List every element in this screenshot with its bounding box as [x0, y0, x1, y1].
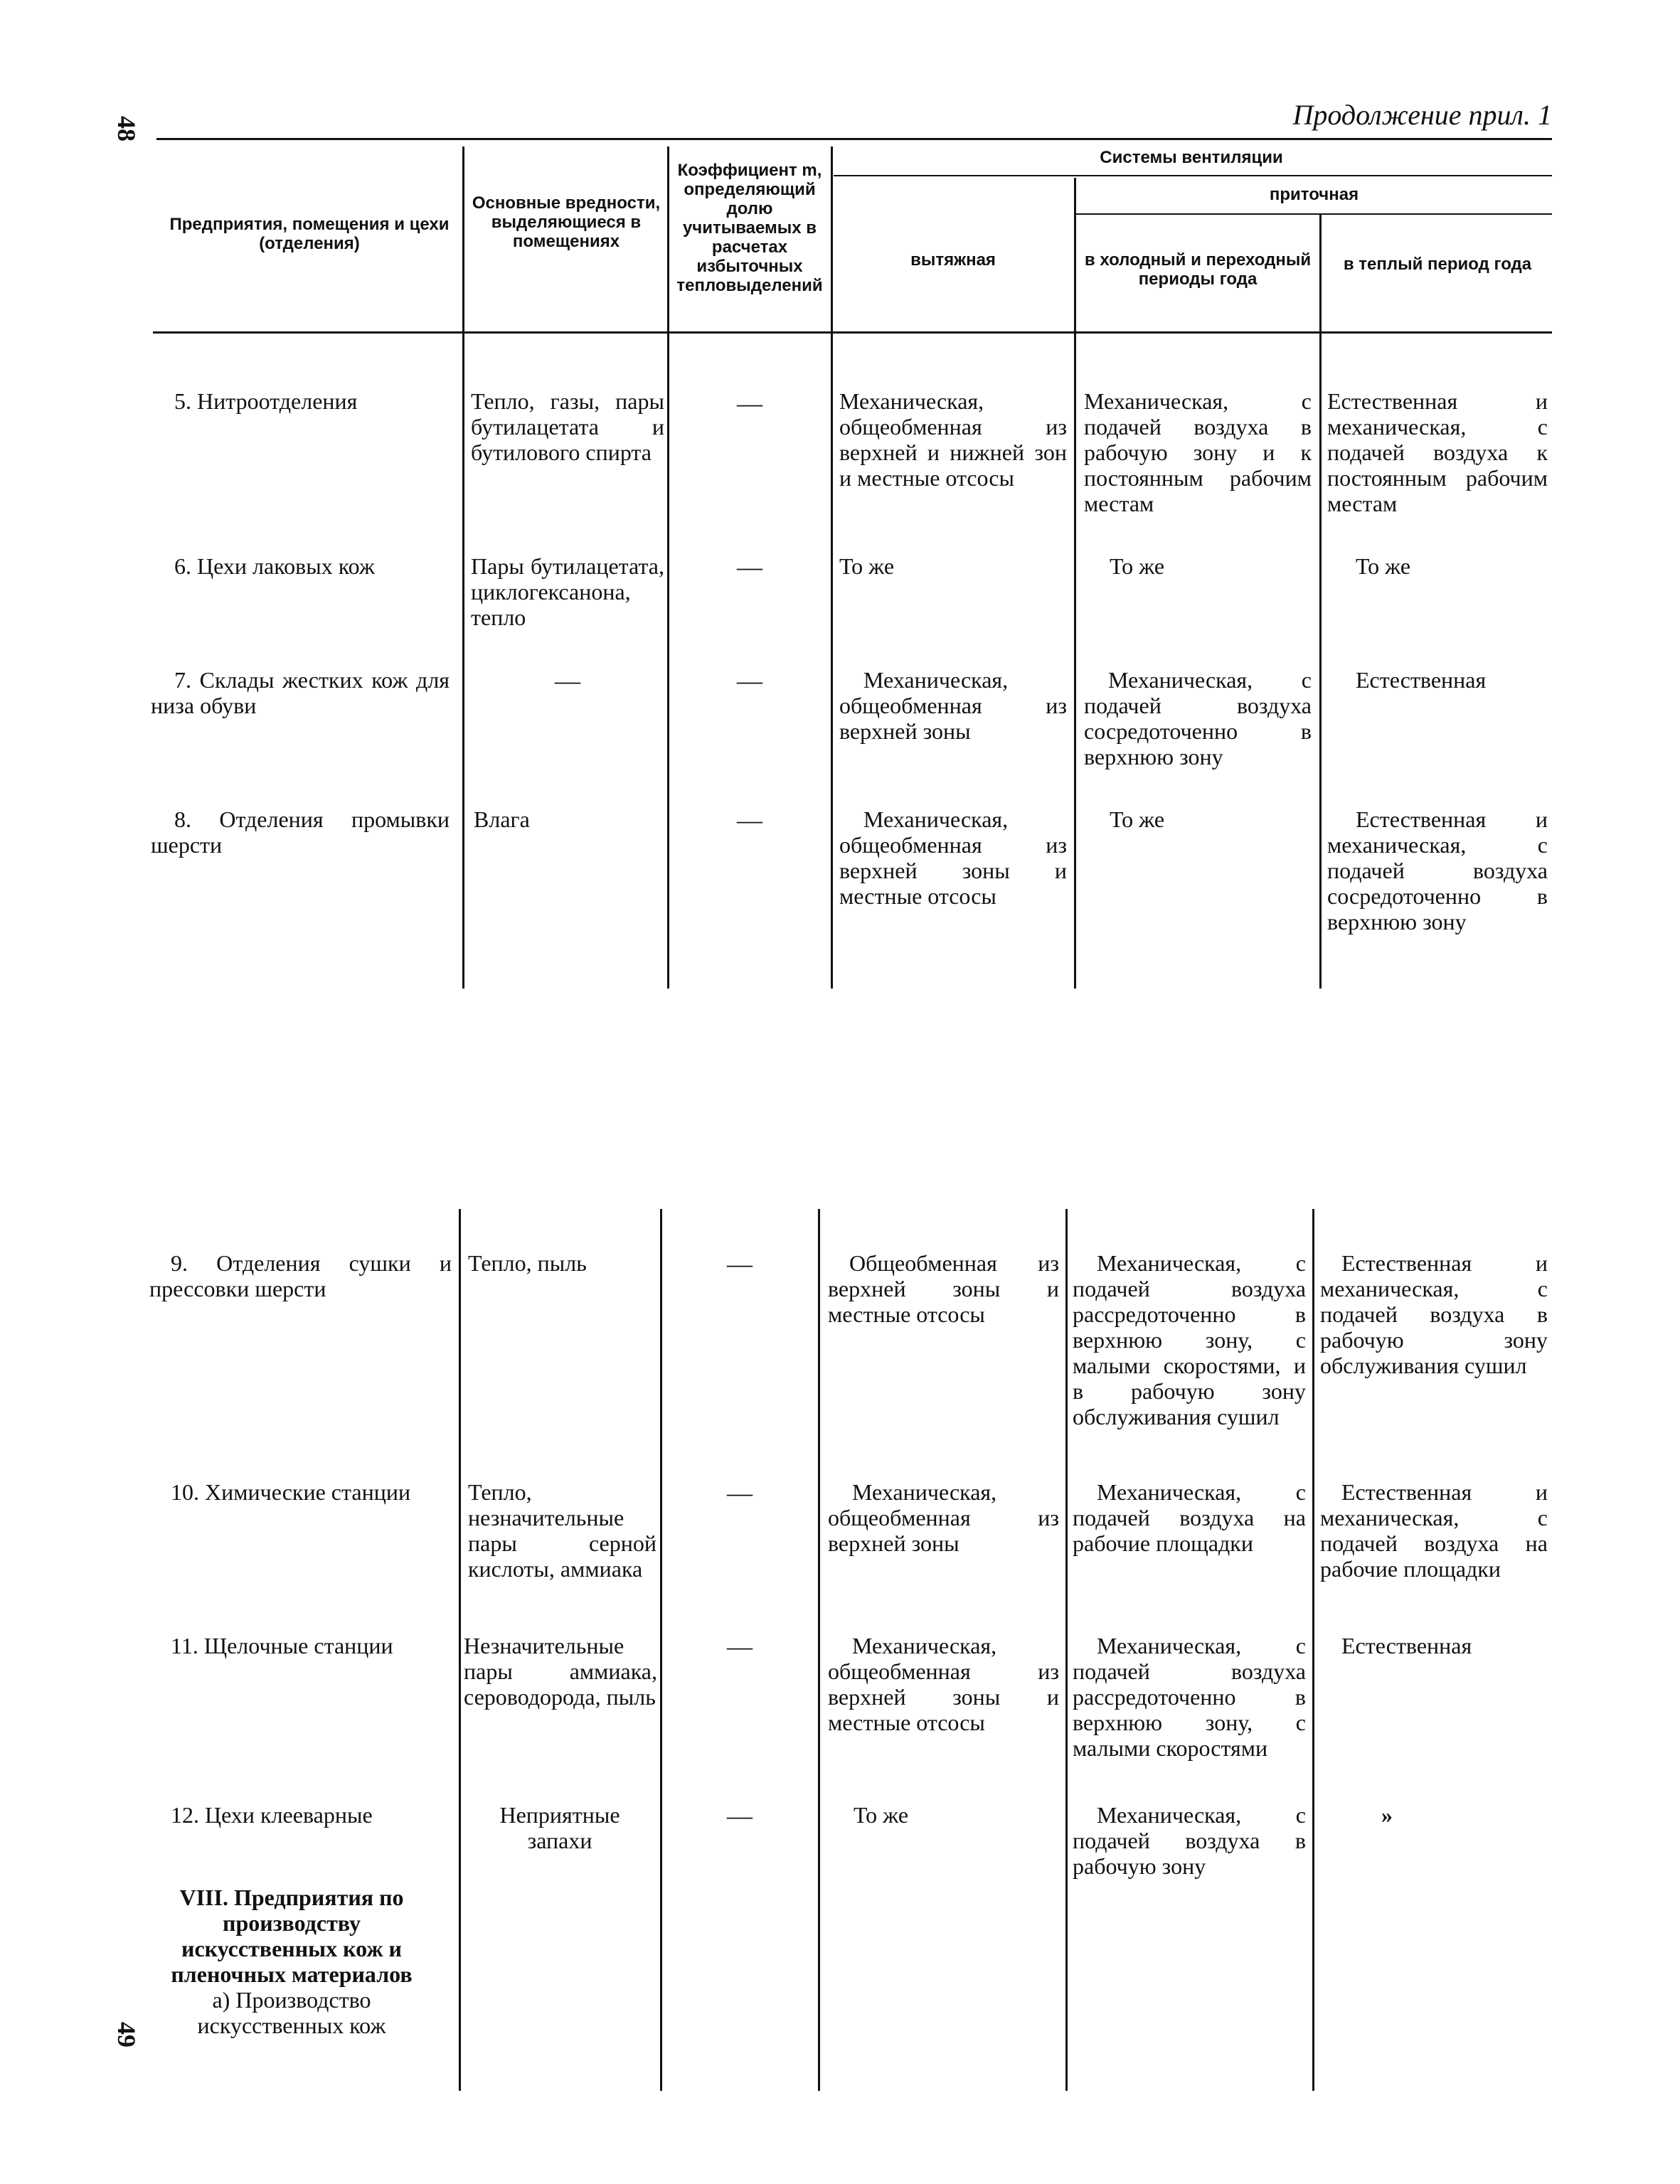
row-9-cold: Механическая, с подачей воздуха рассредоточенно в верхнюю зону, с малыми скоростями, и в рабочую зону обслуживания сушил [1073, 1250, 1306, 1429]
row-5-name: 5. Нитроотделения [174, 388, 358, 414]
row-5-cold: Механическая, с подачей воздуха в рабочую зону и к постоянным рабочим местам [1084, 388, 1312, 516]
header-enterprise: Предприятия, помещения и цехи (отделения) [169, 215, 450, 253]
right-page-number: 49 [112, 2022, 141, 2047]
section-title: VIII. Предприятия по производству искусственных кож и пленочных материалов [171, 1885, 413, 1987]
row-7-hazards: — [555, 666, 580, 695]
row-5-warm: Естественная и механическая, с подачей воздуха к постоянным рабочим местам [1327, 388, 1548, 516]
col-line-5-lower [1312, 1209, 1314, 2091]
row-8-warm: Естественная и механическая, с подачей воздуха сосредоточенно в верхнюю зону [1327, 806, 1548, 934]
row-12-warm: » [1381, 1802, 1393, 1828]
row-8-name: 8. Отделения промывки шерсти [151, 806, 450, 858]
row-10-name: 10. Химические станции [171, 1479, 411, 1505]
row-12-exhaust: То же [854, 1802, 909, 1828]
row-10-coef: — [727, 1479, 753, 1507]
row-7-name: 7. Склады жестких кож для низа обуви [151, 667, 450, 718]
row-9-name: 9. Отделения сушки и прессовки шерсти [149, 1250, 452, 1301]
row-6-exhaust: То же [839, 553, 895, 579]
row-11-cold: Механическая, с подачей воздуха рассредоточенно в верхнюю зону, с малыми скоростями [1073, 1633, 1306, 1761]
header-systems: Системы вентиляции [1100, 148, 1283, 167]
header-cold: в холодный и переходный периоды года [1084, 250, 1312, 289]
row-9-warm: Естественная и механическая, с подачей воздуха в рабочую зону обслуживания сушил [1320, 1250, 1548, 1378]
row-6-hazards: Пары бутилацетата, циклогексанона, тепло [471, 553, 664, 630]
header-supply: приточная [1269, 185, 1359, 204]
header-warm: в теплый период года [1343, 255, 1532, 274]
header-hazards: Основные вредности, выделяющиеся в помещениях [472, 193, 661, 251]
row-7-coef: — [737, 666, 762, 695]
row-9-coef: — [727, 1250, 753, 1278]
col-line-2 [667, 147, 669, 989]
row-10-warm: Естественная и механическая, с подачей воздуха на рабочие площадки [1320, 1479, 1548, 1582]
col-line-3 [831, 147, 833, 989]
row-8-cold: То же [1110, 806, 1165, 832]
row-12-hazards: Неприятные запахи [499, 1802, 620, 1853]
col-line-1 [462, 147, 464, 989]
col-line-2-lower [660, 1209, 662, 2091]
col-line-5 [1319, 215, 1322, 989]
row-7-warm: Естественная [1356, 667, 1487, 693]
row-10-hazards: Тепло, незначительные пары серной кислоты, аммиака [468, 1479, 656, 1582]
row-10-cold: Механическая, с подачей воздуха на рабочие площадки [1073, 1479, 1306, 1556]
row-6-cold: То же [1110, 553, 1165, 579]
row-7-cold: Механическая, с подачей воздуха сосредоточенно в верхнюю зону [1084, 667, 1312, 769]
row-6-name: 6. Цехи лаковых кож [174, 553, 375, 579]
header-coefficient: Коэффициент m, определяющий долю учитываемых в расчетах избыточных тепловыделений [676, 161, 823, 295]
header-bottom-rule [153, 331, 1552, 334]
left-page-number: 48 [112, 116, 141, 142]
supply-rule [1074, 213, 1552, 215]
row-11-name: 11. Щелочные станции [171, 1633, 393, 1658]
continuation-title: Продолжение прил. 1 [1292, 99, 1552, 131]
row-12-cold: Механическая, с подачей воздуха в рабочую зону [1073, 1802, 1306, 1879]
row-8-exhaust: Механическая, общеобменная из верхней зоны и местные отсосы [839, 806, 1067, 909]
row-5-hazards: Тепло, газы, пары бутилацетата и бутилового спирта [471, 388, 664, 465]
row-12-coef: — [727, 1801, 753, 1830]
row-7-exhaust: Механическая, общеобменная из верхней зоны [839, 667, 1067, 744]
col-line-1-lower [459, 1209, 461, 2091]
col-line-4 [1074, 178, 1076, 989]
row-9-hazards: Тепло, пыль [468, 1250, 587, 1276]
row-11-exhaust: Механическая, общеобменная из верхней зоны и местные отсосы [828, 1633, 1059, 1735]
section-heading [171, 1885, 413, 2038]
row-9-exhaust: Общеобменная из верхней зоны и местные отсосы [828, 1250, 1059, 1327]
systems-rule [834, 175, 1552, 176]
top-rule [156, 138, 1552, 140]
col-line-3-lower [818, 1209, 820, 2091]
row-6-coef: — [737, 553, 762, 581]
header-exhaust: вытяжная [910, 250, 996, 270]
row-10-exhaust: Механическая, общеобменная из верхней зоны [828, 1479, 1059, 1556]
row-5-exhaust: Механическая, общеобменная из верхней и нижней зон и местные отсосы [839, 388, 1067, 491]
row-12-name: 12. Цехи клееварные [171, 1802, 373, 1828]
section-subtitle: а) Производство искусственных кож [197, 1987, 386, 2038]
col-line-4-lower [1065, 1209, 1068, 2091]
row-8-hazards: Влага [474, 806, 530, 832]
row-6-warm: То же [1356, 553, 1411, 579]
row-8-coef: — [737, 806, 762, 834]
row-11-coef: — [727, 1632, 753, 1661]
row-11-hazards: Незначительные пары аммиака, сероводорода, пыль [464, 1633, 657, 1710]
row-11-warm: Естественная [1341, 1633, 1472, 1658]
row-5-coef: — [737, 389, 762, 417]
